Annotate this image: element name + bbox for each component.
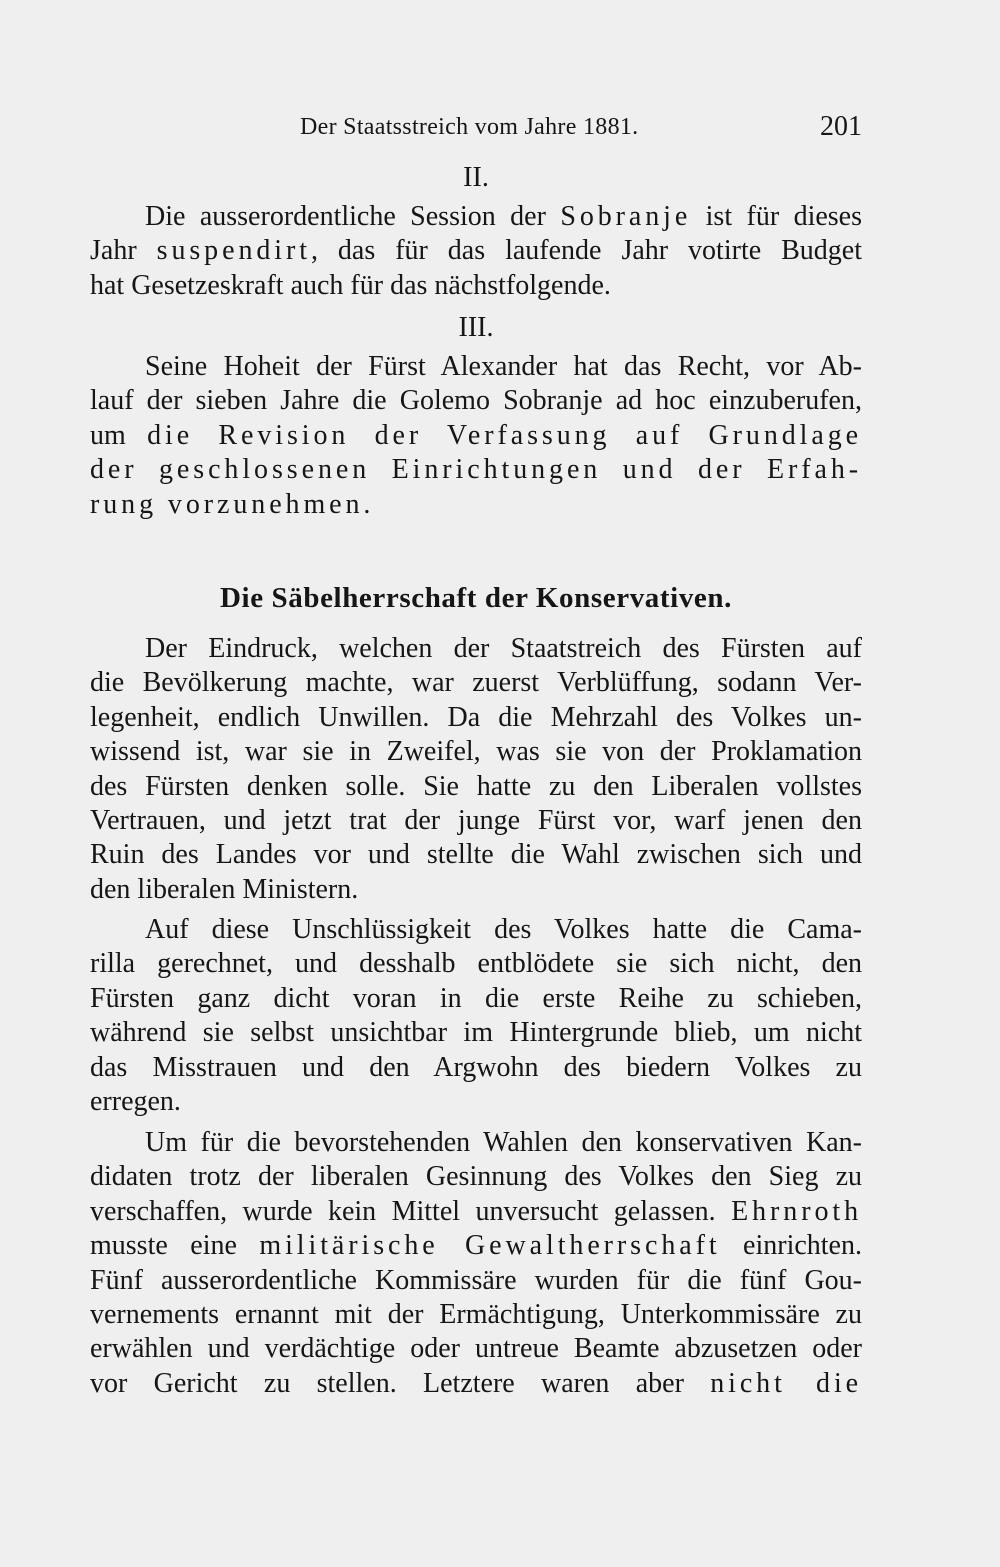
text-segment: Ruin des Landes vor und stellte die Wahl zwischen sich und bbox=[90, 839, 862, 871]
text-line bbox=[90, 1126, 862, 1160]
text-line bbox=[90, 947, 862, 981]
spaced-text: rung vorzunehmen. bbox=[90, 488, 375, 520]
text-segment: legenheit, endlich Unwillen. Da die Mehrzahl des Volkes un- bbox=[90, 701, 862, 733]
text-line bbox=[90, 1264, 862, 1298]
text-segment: erregen. bbox=[90, 1085, 181, 1117]
text-segment: didaten trotz der liberalen Gesinnung des Volkes den Sieg zu bbox=[90, 1161, 862, 1193]
text-line bbox=[90, 384, 862, 418]
text-line bbox=[90, 1229, 862, 1263]
spaced-text: der geschlossenen Einrichtungen und der Erfah- bbox=[90, 454, 862, 486]
text-line bbox=[90, 838, 862, 872]
spaced-text: nicht die bbox=[710, 1367, 862, 1399]
text-line bbox=[90, 701, 862, 735]
text-line bbox=[90, 1367, 862, 1401]
text-segment: verschaffen, wurde kein Mittel unversucht gelassen. bbox=[90, 1195, 732, 1227]
running-title: Der Staatsstreich vom Jahre 1881. bbox=[300, 114, 639, 140]
spaced-text: Ehrnroth bbox=[731, 1195, 862, 1227]
spaced-text: Sobranje bbox=[560, 201, 692, 232]
chapter-heading: Die Säbelherrschaft der Konservativen. bbox=[220, 582, 732, 614]
text-segment: lauf der sieben Jahre die Golemo Sobranje ad hoc einzuberufen, bbox=[90, 385, 862, 417]
spaced-text: die Revision der Verfassung auf Grundlage bbox=[147, 419, 863, 451]
spaced-text: militärische Gewaltherrschaft bbox=[259, 1230, 721, 1262]
text-line bbox=[90, 1298, 862, 1332]
text-segment: rilla gerechnet, und desshalb entblödete sie sich nicht, den bbox=[90, 948, 862, 980]
paragraph bbox=[90, 200, 862, 303]
text-segment: vernements ernannt mit der Ermächtigung, Unterkommissäre zu bbox=[90, 1298, 862, 1330]
text-line bbox=[90, 1051, 862, 1085]
text-segment: hat Gesetzeskraft auch für das nächstfolgende. bbox=[90, 269, 611, 301]
chapter-heading-block bbox=[90, 581, 862, 615]
section-numeral-iii-block bbox=[90, 311, 862, 345]
text-segment: musste eine bbox=[90, 1230, 260, 1262]
text-segment: Fünf ausserordentliche Kommissäre wurden für die fünf Gou- bbox=[90, 1264, 862, 1296]
text-segment: wissend ist, war sie in Zweifel, was sie von der Proklamation bbox=[90, 736, 862, 768]
text-line bbox=[90, 666, 862, 700]
paragraph bbox=[90, 350, 862, 522]
paragraph bbox=[90, 913, 862, 1119]
text-segment: Jahr bbox=[90, 235, 157, 267]
text-line bbox=[90, 1016, 862, 1050]
text-line bbox=[90, 735, 862, 769]
paragraph bbox=[90, 632, 862, 907]
text-line bbox=[90, 1160, 862, 1194]
spaced-text: suspendirt bbox=[156, 235, 311, 267]
text-segment: Auf diese Unschlüssigkeit des Volkes hatte die Cama- bbox=[145, 914, 862, 945]
text-line bbox=[90, 269, 862, 303]
text-line bbox=[90, 632, 862, 666]
text-segment: Der Eindruck, welchen der Staatstreich des Fürsten auf bbox=[145, 633, 862, 664]
text-segment: während sie selbst unsichtbar im Hintergrunde blieb, um nicht bbox=[90, 1017, 862, 1049]
text-line bbox=[90, 1332, 862, 1366]
text-segment: Seine Hoheit der Fürst Alexander hat das Recht, vor Ab- bbox=[145, 351, 862, 382]
text-line bbox=[90, 913, 862, 947]
text-line bbox=[90, 770, 862, 804]
section-numeral-ii-block bbox=[90, 161, 862, 195]
text-segment: den liberalen Ministern. bbox=[90, 873, 359, 905]
text-segment: um bbox=[90, 419, 148, 451]
text-line bbox=[90, 234, 862, 268]
text-line bbox=[90, 488, 862, 522]
text-segment: das Misstrauen und den Argwohn des biedern Volkes zu bbox=[90, 1051, 862, 1083]
section-numeral: II. bbox=[463, 162, 489, 193]
page-number: 201 bbox=[820, 111, 862, 142]
text-line bbox=[90, 873, 862, 907]
text-segment: Vertrauen, und jetzt trat der junge Fürst vor, warf jenen den bbox=[90, 804, 862, 836]
text-segment: des Fürsten denken solle. Sie hatte zu den Liberalen vollstes bbox=[90, 770, 862, 802]
text-segment: einrichten. bbox=[720, 1230, 862, 1262]
text-line bbox=[90, 1195, 862, 1229]
text-segment: ist für dieses bbox=[691, 201, 863, 232]
text-segment: die Bevölkerung machte, war zuerst Verblüffung, sodann Ver- bbox=[90, 667, 862, 699]
text-segment: vor Gericht zu stellen. Letztere waren aber bbox=[90, 1367, 711, 1399]
text-line bbox=[90, 1085, 862, 1119]
text-line bbox=[90, 804, 862, 838]
text-line bbox=[90, 453, 862, 487]
paragraph bbox=[90, 1126, 862, 1401]
text-segment: Um für die bevorstehenden Wahlen den konservativen Kan- bbox=[145, 1127, 862, 1158]
section-numeral: III. bbox=[458, 312, 494, 343]
text-segment: erwählen und verdächtige oder untreue Beamte abzusetzen oder bbox=[90, 1333, 862, 1365]
text-segment: Fürsten ganz dicht voran in die erste Reihe zu schieben, bbox=[90, 982, 862, 1014]
text-line bbox=[90, 982, 862, 1016]
text-line bbox=[90, 350, 862, 384]
text-segment: , das für das laufende Jahr votirte Budget bbox=[310, 235, 862, 267]
text-line bbox=[90, 200, 862, 234]
text-segment: Die ausserordentliche Session der bbox=[145, 201, 561, 232]
text-line bbox=[90, 419, 862, 453]
